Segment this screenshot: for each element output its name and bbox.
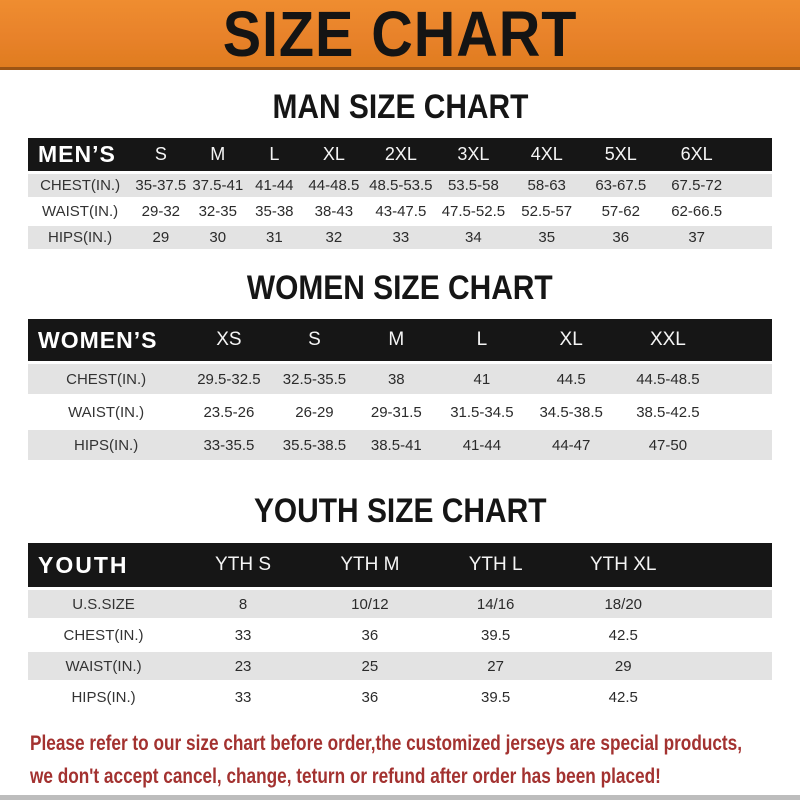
row-label: HIPS(IN.) bbox=[74, 436, 139, 454]
row-label: U.S.SIZE bbox=[72, 595, 135, 613]
women-table-row bbox=[28, 430, 772, 460]
size-value-cell: 38-43 bbox=[314, 203, 354, 220]
size-value-cell: 29 bbox=[614, 657, 632, 675]
row-label: CHEST(IN.) bbox=[66, 370, 147, 388]
size-value-cell: 36 bbox=[612, 229, 630, 246]
size-value-cell: 31 bbox=[265, 229, 283, 246]
size-value-cell: 43-47.5 bbox=[375, 203, 427, 220]
footer-line-1 bbox=[30, 728, 800, 761]
size-value-cell: 38 bbox=[387, 370, 405, 388]
footer-line-text: we don't accept cancel, change, teturn or refund after order has been placed! bbox=[30, 765, 661, 788]
size-value-cell: 18/20 bbox=[604, 595, 643, 613]
youth-size-table bbox=[28, 543, 772, 711]
size-value-cell: 39.5 bbox=[481, 626, 511, 644]
size-value-cell: 14/16 bbox=[476, 595, 515, 613]
size-column-header: L bbox=[476, 329, 488, 350]
size-value-cell: 27 bbox=[487, 657, 504, 675]
size-column-header: M bbox=[388, 329, 405, 350]
row-label: WAIST(IN.) bbox=[65, 657, 142, 675]
size-column-header: L bbox=[269, 144, 280, 164]
size-value-cell: 53.5-58 bbox=[447, 177, 499, 194]
size-column-header: YTH XL bbox=[589, 554, 657, 575]
size-value-cell: 23.5-26 bbox=[203, 403, 255, 421]
size-value-cell: 37.5-41 bbox=[192, 177, 244, 194]
size-value-cell: 44-47 bbox=[551, 436, 591, 454]
size-column-header: YTH S bbox=[215, 554, 271, 575]
size-value-cell: 44.5-48.5 bbox=[636, 370, 700, 388]
size-column-header: 6XL bbox=[680, 144, 713, 164]
size-value-cell: 44-48.5 bbox=[308, 177, 360, 194]
size-column-header: S bbox=[308, 329, 321, 350]
size-value-cell: 37 bbox=[688, 229, 705, 246]
men-table-row bbox=[28, 200, 772, 223]
men-table-row bbox=[28, 174, 772, 197]
size-value-cell: 29 bbox=[152, 229, 170, 246]
size-value-cell: 48.5-53.5 bbox=[369, 177, 433, 194]
size-value-cell: 44.5 bbox=[556, 370, 586, 388]
size-value-cell: 35-37.5 bbox=[135, 177, 187, 194]
size-value-cell: 35 bbox=[538, 229, 556, 246]
youth-table-row bbox=[28, 621, 772, 649]
size-value-cell: 32-35 bbox=[198, 203, 237, 220]
size-value-cell: 47-50 bbox=[648, 436, 688, 454]
size-value-cell: 26-29 bbox=[295, 403, 334, 421]
size-column-header: 2XL bbox=[384, 144, 417, 164]
size-value-cell: 36 bbox=[361, 688, 379, 706]
women-section-title bbox=[0, 271, 800, 305]
youth-header-row bbox=[28, 543, 772, 587]
size-value-cell: 63-67.5 bbox=[595, 177, 647, 194]
men-table-row bbox=[28, 226, 772, 249]
footer-line-2 bbox=[30, 761, 800, 794]
size-value-cell: 8 bbox=[238, 595, 248, 613]
size-value-cell: 52.5-57 bbox=[521, 203, 573, 220]
size-value-cell: 47.5-52.5 bbox=[441, 203, 506, 220]
youth-table-corner-label: YOUTH bbox=[38, 551, 129, 578]
size-value-cell: 39.5 bbox=[481, 688, 511, 706]
section-title-text: MAN SIZE CHART bbox=[272, 88, 528, 126]
size-value-cell: 57-62 bbox=[601, 203, 640, 220]
size-value-cell: 34 bbox=[465, 229, 482, 246]
size-value-cell: 23 bbox=[234, 657, 252, 675]
youth-section-title bbox=[0, 494, 800, 528]
youth-table-row bbox=[28, 590, 772, 618]
youth-table-row bbox=[28, 683, 772, 711]
women-size-table bbox=[28, 319, 772, 460]
size-column-header: S bbox=[154, 144, 167, 164]
women-table-row bbox=[28, 364, 772, 394]
size-column-header: XS bbox=[216, 329, 242, 350]
bottom-edge-strip bbox=[0, 795, 800, 800]
men-size-table bbox=[28, 138, 772, 249]
size-value-cell: 67.5-72 bbox=[671, 177, 723, 194]
size-chart-banner bbox=[0, 0, 800, 70]
size-value-cell: 29-32 bbox=[141, 203, 181, 220]
size-value-cell: 62-66.5 bbox=[671, 203, 723, 220]
women-header-row bbox=[28, 319, 772, 361]
row-label: WAIST(IN.) bbox=[42, 203, 119, 220]
size-value-cell: 38.5-41 bbox=[370, 436, 422, 454]
row-label: CHEST(IN.) bbox=[63, 626, 144, 644]
men-header-row bbox=[28, 138, 772, 171]
section-title-text: WOMEN SIZE CHART bbox=[247, 269, 553, 307]
men-table-corner-label: MEN’S bbox=[38, 141, 116, 167]
women-table-row bbox=[28, 397, 772, 427]
size-column-header: YTH M bbox=[340, 554, 400, 575]
row-label: WAIST(IN.) bbox=[68, 403, 145, 421]
size-value-cell: 29-31.5 bbox=[370, 403, 422, 421]
size-value-cell: 32.5-35.5 bbox=[282, 370, 347, 388]
size-value-cell: 42.5 bbox=[608, 688, 638, 706]
size-value-cell: 30 bbox=[209, 229, 227, 246]
size-value-cell: 33 bbox=[234, 688, 252, 706]
row-label: HIPS(IN.) bbox=[48, 229, 113, 246]
size-value-cell: 31.5-34.5 bbox=[450, 403, 514, 421]
size-value-cell: 41-44 bbox=[255, 177, 294, 194]
size-column-header: XXL bbox=[649, 329, 686, 350]
size-column-header: XL bbox=[559, 329, 583, 350]
size-value-cell: 34.5-38.5 bbox=[539, 403, 603, 421]
size-value-cell: 33 bbox=[234, 626, 252, 644]
size-value-cell: 29.5-32.5 bbox=[197, 370, 261, 388]
size-value-cell: 35-38 bbox=[255, 203, 294, 220]
men-section-title bbox=[0, 90, 800, 124]
size-value-cell: 33-35.5 bbox=[203, 436, 255, 454]
section-title-text: YOUTH SIZE CHART bbox=[253, 492, 547, 530]
size-value-cell: 41-44 bbox=[462, 436, 502, 454]
size-column-header: 4XL bbox=[530, 144, 563, 164]
footer-line-text: Please refer to our size chart before order,the customized jerseys are special products, bbox=[30, 732, 743, 755]
size-value-cell: 25 bbox=[361, 657, 379, 675]
banner-title: SIZE CHART bbox=[222, 0, 578, 70]
size-value-cell: 35.5-38.5 bbox=[282, 436, 347, 454]
size-column-header: XL bbox=[322, 144, 345, 164]
size-column-header: M bbox=[210, 144, 226, 164]
size-value-cell: 36 bbox=[361, 626, 379, 644]
size-value-cell: 32 bbox=[325, 229, 343, 246]
size-value-cell: 33 bbox=[392, 229, 410, 246]
size-value-cell: 58-63 bbox=[527, 177, 566, 194]
size-value-cell: 10/12 bbox=[351, 595, 389, 613]
size-column-header: 5XL bbox=[604, 144, 637, 164]
size-column-header: YTH L bbox=[468, 554, 523, 575]
size-value-cell: 38.5-42.5 bbox=[636, 403, 700, 421]
footer-note bbox=[0, 728, 800, 794]
women-table-corner-label: WOMEN’S bbox=[38, 326, 158, 353]
row-label: HIPS(IN.) bbox=[71, 688, 136, 706]
size-value-cell: 41 bbox=[473, 370, 491, 388]
youth-table-row bbox=[28, 652, 772, 680]
size-value-cell: 42.5 bbox=[608, 626, 638, 644]
row-label: CHEST(IN.) bbox=[40, 177, 121, 194]
size-column-header: 3XL bbox=[457, 144, 490, 164]
